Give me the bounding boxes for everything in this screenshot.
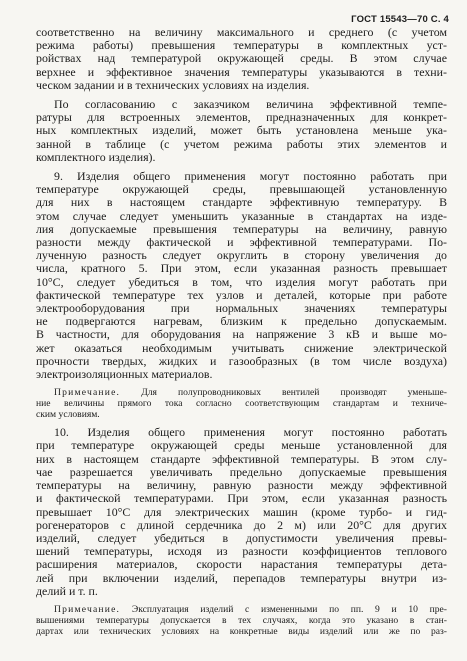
text-line: В частности, для оборудования на напряжение 3 кВ и выше мо- xyxy=(36,328,447,342)
text-line: температуре окружающей среды, превышающей установленную xyxy=(36,183,447,197)
text-line: ройствах над температурой окружающей среды. В этом случае xyxy=(36,52,447,66)
text-line: ние величины прямого тока согласно соответствующим стандартам и техниче- xyxy=(36,398,447,410)
text-line: изделий, следует убедиться в допустимости увеличения превы- xyxy=(36,531,447,545)
text-line: 10°С, следует убедиться в том, что изделия могут работать при xyxy=(36,275,447,289)
paragraph-continuation xyxy=(36,26,447,92)
text-line: шений температуры, исходя из разности коэффициентов теплового xyxy=(36,545,447,559)
text-line: ных комплектных изделий, может быть установлена меньше ука- xyxy=(36,124,447,138)
text-line: ратуры для встроенных элементов, предназначенных для конкрет- xyxy=(36,111,447,125)
text-line: Эксплуатация изделий с измененными по пп. 9 и 10 пре- xyxy=(131,603,447,615)
text-line: них в настоящем стандарте эффективной температуры. В этом слу- xyxy=(36,452,447,466)
text-line: фактической температуре тех узлов и деталей, которые при работе xyxy=(36,288,447,302)
text-line: разности между фактической и эффективной температурами. По- xyxy=(36,236,447,250)
text-line: не подвергаются нагревам, близким к предельно допускаемым. xyxy=(36,315,447,329)
text-line: 10. Изделия общего применения могут постоянно работать xyxy=(54,426,447,440)
text-line: верхнее и эффективное значения температуры указываются в техни- xyxy=(36,65,447,79)
text-line: чае разрешается увеличивать предельно допускаемые превышения xyxy=(36,465,447,479)
text-line: 9. Изделия общего применения могут постоянно работать при xyxy=(54,170,447,184)
text-line: режима работы) превышения температуры в комплектных уст- xyxy=(36,39,447,53)
paragraph-9 xyxy=(36,170,447,381)
note-2 xyxy=(36,604,447,637)
text-line: вышениями температуры допускается в тех случаях, когда это указано в стан- xyxy=(36,614,447,626)
text-line: занной в таблице (с учетом режима работы этих элементов и xyxy=(36,137,447,151)
text-line: дартах или технических условиях на конкретные виды изделий или же по раз- xyxy=(36,625,447,637)
text-line: при температуре окружающей среды меньше установленной для xyxy=(36,439,447,453)
text-line: рогенераторов с длиной сердечника до 2 м) или 20°С для других xyxy=(36,518,447,532)
text-line: прочности твердых, жидких и газообразных (в том числе воздуха) xyxy=(36,354,447,368)
text-line: ским условиям. xyxy=(36,409,100,421)
text-line: делий и т. п. xyxy=(36,584,98,598)
note-label: Примечание. xyxy=(54,603,121,615)
text-line: для них в настоящем стандарте эффективную температуру. В xyxy=(36,196,447,210)
text-line: лей при включении изделий, перепадов температуры внутри из- xyxy=(36,571,447,585)
text-line: этом случае следует уменьшить указанные в стандартах на изде- xyxy=(36,209,447,223)
text-line: соответственно на величину максимального и среднего (с учетом xyxy=(36,26,447,39)
text-line: электроизоляционных материалов. xyxy=(36,368,213,382)
text-line: ческом задании и в технических условиях на изделия. xyxy=(36,78,310,92)
note-label: Примечание. xyxy=(54,387,121,399)
text-line: числа, кратного 5. При этом, если указанная разность превышает xyxy=(36,262,447,276)
text-line: лученную разность следует округлить в сторону увеличения до xyxy=(36,249,447,263)
text-line: температуры на величину, равную разности между эффективной xyxy=(36,479,447,493)
text-line: превышает 10°С для электрических машин (кроме турбо- и гид- xyxy=(36,505,447,519)
text-line: жет оказаться необходимым учитывать снижение электрической xyxy=(36,341,447,355)
text-line: комплектного изделия). xyxy=(36,150,156,164)
paragraph-agreement xyxy=(36,98,447,164)
text-line: По согласованию с заказчиком величина эффективной темпе- xyxy=(54,98,447,112)
text-line: лия допускаемые превышения температуры на величину, равную xyxy=(36,222,447,236)
page-header: ГОСТ 15543—70 С. 4 xyxy=(351,14,449,25)
document-body xyxy=(36,26,447,637)
text-line: и фактической температурами. При этом, если указанная разность xyxy=(36,492,447,506)
text-line: электрооборудования при нормальных значениях температуры xyxy=(36,302,447,316)
note-1 xyxy=(36,387,447,420)
paragraph-10 xyxy=(36,426,447,598)
text-line: Для полупроводниковых вентилей производят уменьше- xyxy=(141,387,447,399)
text-line: расширения материалов, скорости нарастания температуры дета- xyxy=(36,558,447,572)
